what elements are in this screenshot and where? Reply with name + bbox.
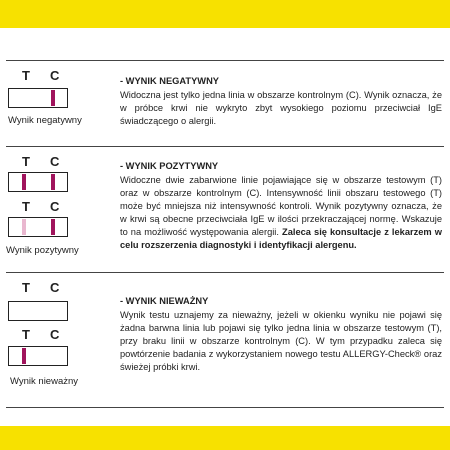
caption-positive: Wynik pozytywny	[6, 245, 79, 256]
test-line	[22, 348, 26, 364]
strip-label-c: C	[50, 154, 60, 169]
paragraph-negative: Widoczna jest tylko jedna linia w obszarze kontrolnym (C). Wynik oznacza, że w próbce krwi nie wykryto zbyt wysokiego poziomu przeciwciał IgE świadczącego o alergii.	[120, 90, 442, 126]
paragraph-positive-recommendation: Zaleca się konsultacje z lekarzem w celu rozszerzenia diagnostyki i identyfikacji alergenu.	[120, 227, 442, 250]
paragraph-positive-text: Widoczne dwie zabarwione linie pojawiające się w obszarze testowym (T) oraz w obszarze kontrolnym (C). Intensywność linii obszaru testowego (T) może być mniejsza niż intensywność kontroli. Wynik pozytywny oznacza, że w krwi są obecne przeciwciała IgE w ilości przekraczającej normę. Wskazuje to na możliwość występowania alergii.	[120, 175, 442, 237]
section-divider	[6, 60, 444, 61]
paragraph-invalid: Wynik testu uznajemy za nieważny, jeżeli w okienku wyniku nie pojawi się żadna barwna linia lub pojawi się tylko jedna linia w obszarze testowym (T), przy braku linii w obszarze kontrolnym (C). W tym przypadku zaleca się powtórzenie badania z wykorzystaniem nowego testu ALLERGY-Check® oraz świeżej próbki krwi.	[120, 310, 442, 372]
section-invalid-text	[120, 295, 442, 374]
caption-negative: Wynik negatywny	[8, 115, 82, 126]
strip-label-t: T	[22, 199, 30, 214]
strip-label-c: C	[50, 327, 60, 342]
bottom-yellow-band	[0, 426, 450, 450]
strip-label-c: C	[50, 199, 60, 214]
control-line	[51, 219, 55, 235]
caption-invalid: Wynik nieważny	[10, 376, 79, 387]
strip-label-t: T	[22, 280, 30, 295]
paragraph-positive	[120, 174, 442, 252]
section-negative-text	[120, 75, 442, 128]
heading-invalid: - WYNIK NIEWAŻNY	[120, 296, 209, 306]
section-divider	[6, 146, 444, 147]
test-strip-negative	[8, 88, 68, 108]
test-strip-invalid-test-only	[8, 346, 68, 366]
strip-label-c: C	[50, 280, 60, 295]
test-line	[22, 174, 26, 190]
test-line-faint	[22, 219, 26, 235]
strip-label-t: T	[22, 68, 30, 83]
test-strip-positive-weak	[8, 217, 68, 237]
strip-label-c: C	[50, 68, 60, 83]
strip-label-t: T	[22, 154, 30, 169]
section-divider	[6, 407, 444, 408]
strip-label-t: T	[22, 327, 30, 342]
test-strip-positive-strong	[8, 172, 68, 192]
heading-negative: - WYNIK NEGATYWNY	[120, 76, 219, 86]
section-divider	[6, 272, 444, 273]
top-yellow-band	[0, 0, 450, 28]
heading-positive: - WYNIK POZYTYWNY	[120, 161, 219, 171]
control-line	[51, 90, 55, 106]
test-strip-invalid-empty	[8, 301, 68, 321]
control-line	[51, 174, 55, 190]
section-positive-text	[120, 160, 442, 252]
